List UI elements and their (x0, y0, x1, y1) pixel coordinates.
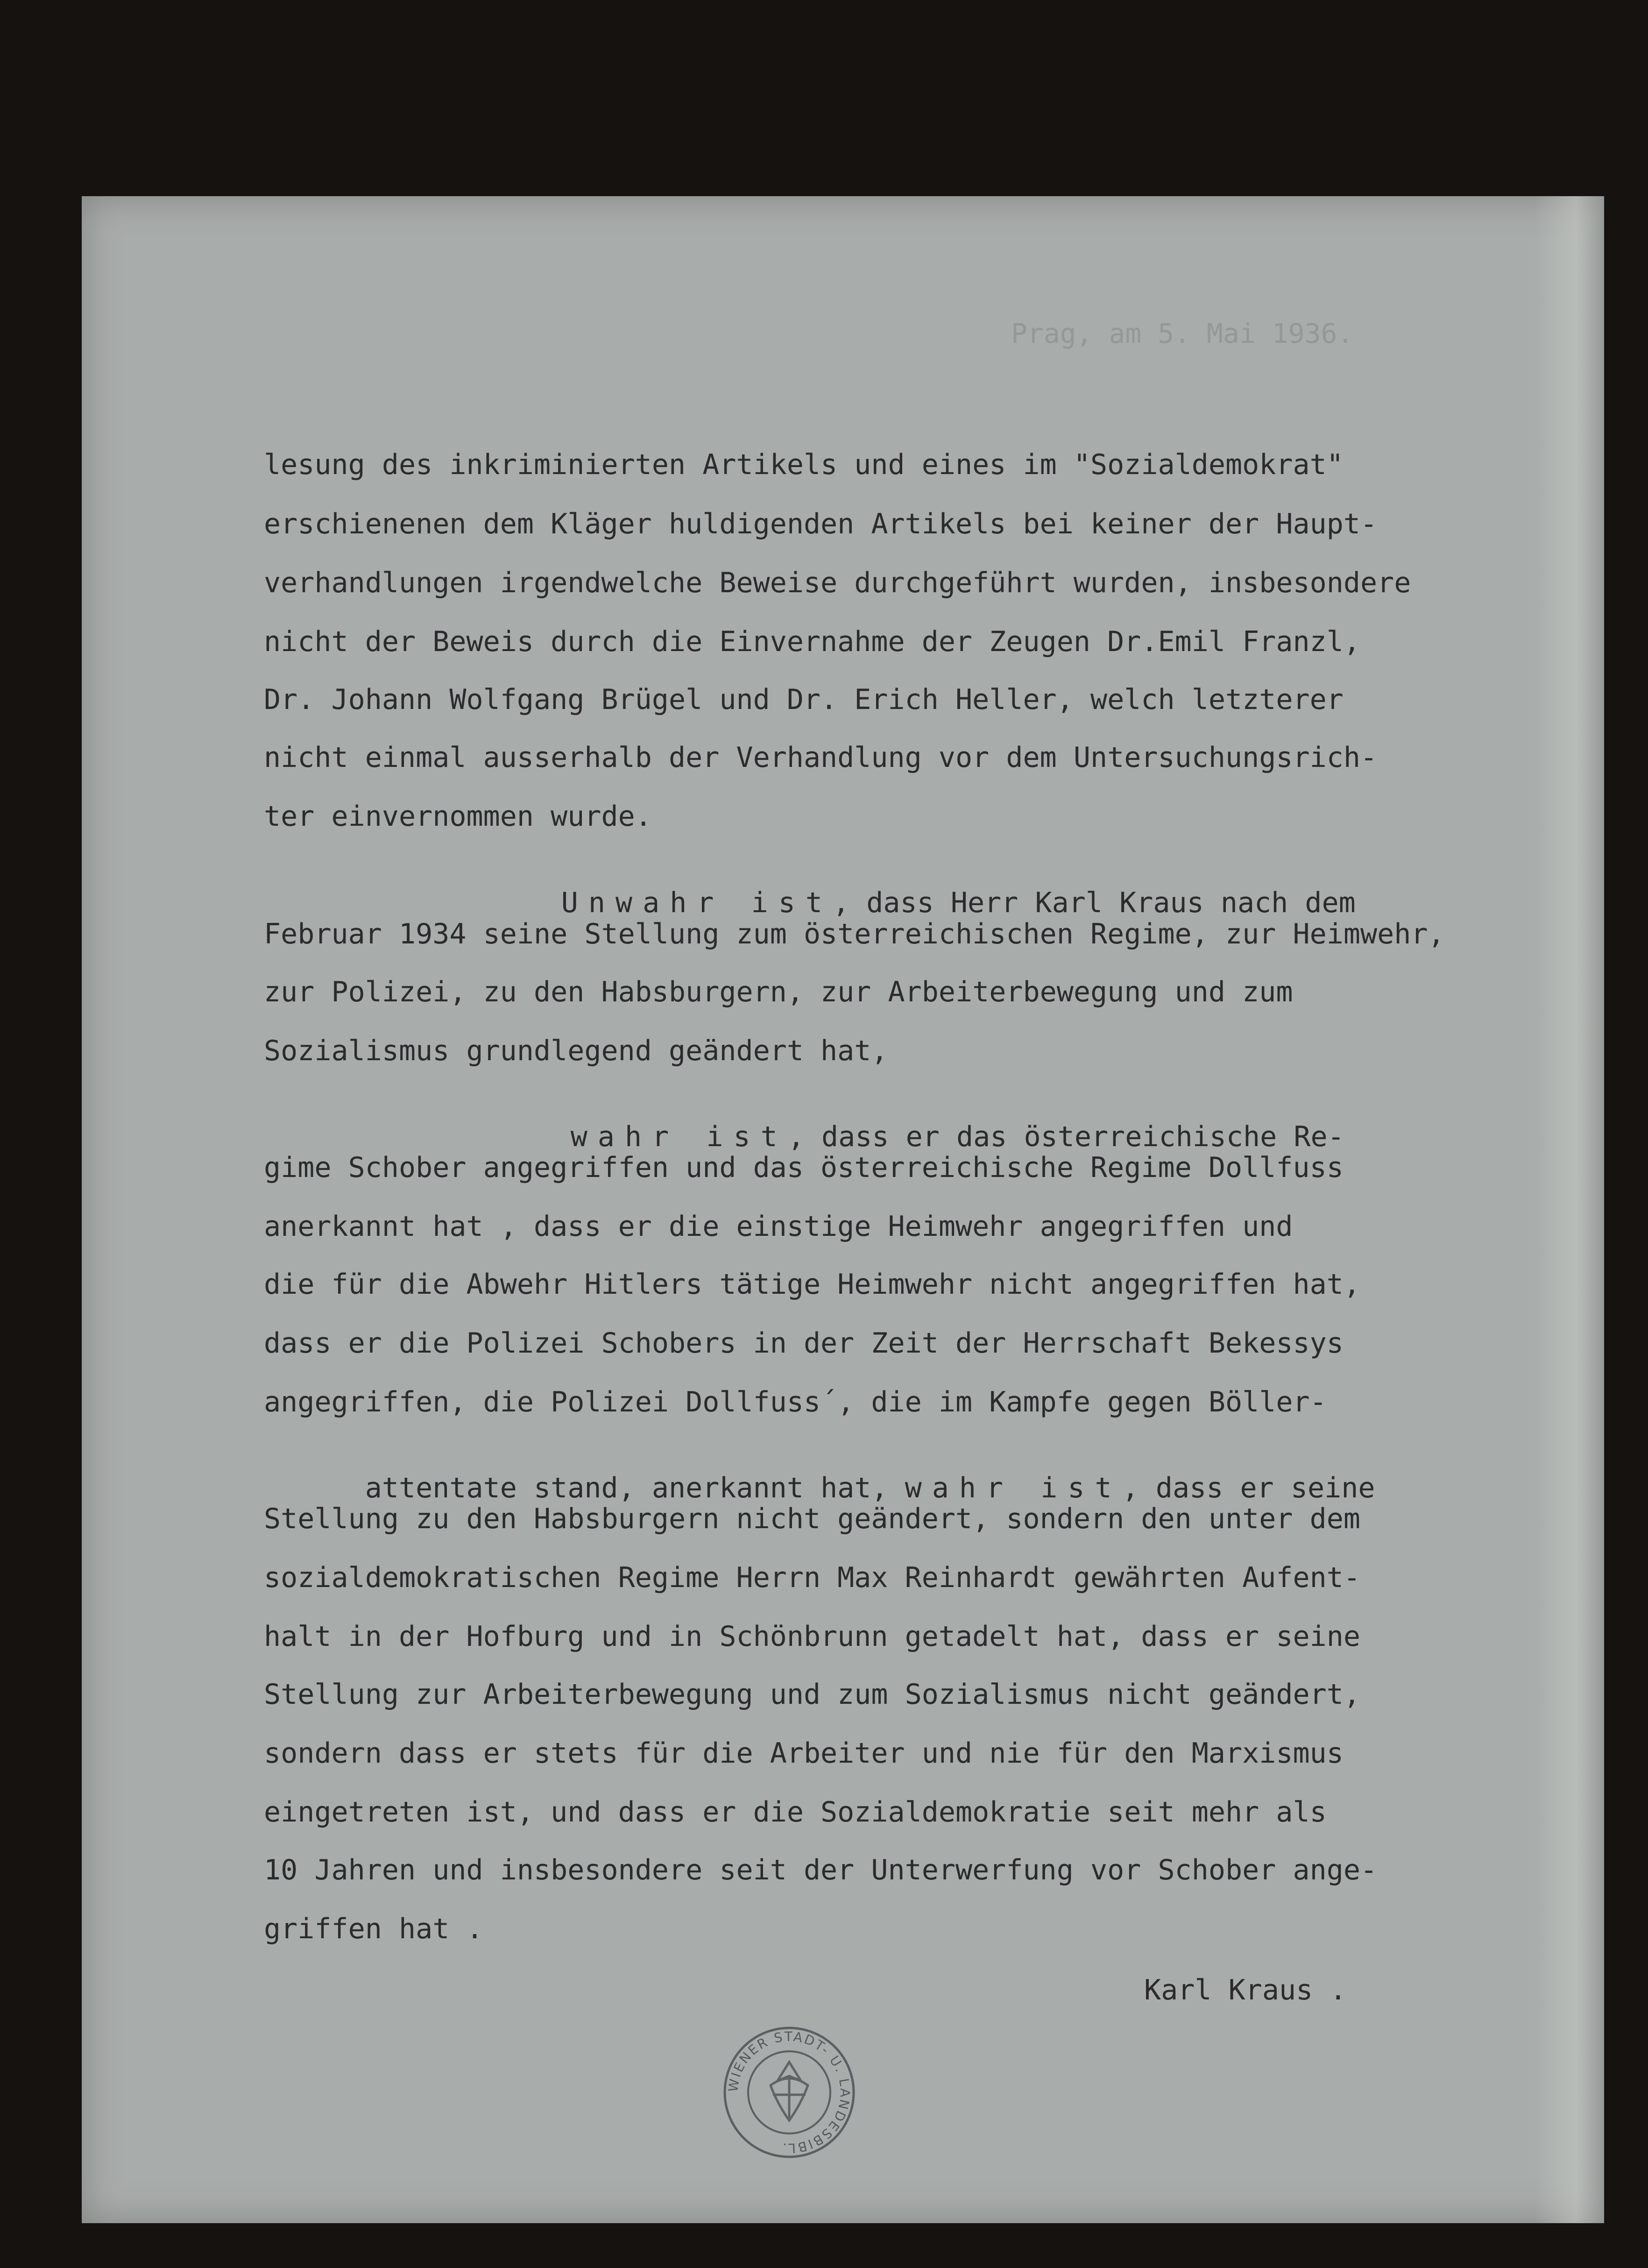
paragraph-3-line-15: griffen hat . (264, 1913, 483, 1945)
paragraph-3-line-10: halt in der Hofburg und in Schönbrunn getadelt hat, dass er seine (264, 1620, 1360, 1653)
attentate-line-end: , dass er seine (1122, 1472, 1375, 1504)
paragraph-3-line-12: sondern dass er stets für die Arbeiter und nie für den Marxismus (264, 1737, 1344, 1770)
paragraph-3-line-9: sozialdemokratischen Regime Herrn Max Reinhardt gewährten Aufent- (264, 1561, 1360, 1594)
bleed-through-date: Prag, am 5. Mai 1936. (1011, 318, 1354, 349)
typed-text (82, 196, 1604, 2223)
paragraph-3-line-1-rest: , dass er das österreichische Re- (787, 1120, 1344, 1153)
paragraph-3-line-6: angegriffen, die Polizei Dollfuss´, die im Kampfe gegen Böller- (264, 1386, 1327, 1418)
paragraph-3-line-8: Stellung zu den Habsburgern nicht geändert, sondern den unter dem (264, 1503, 1360, 1535)
stamp-text: WIENER STADT- U. LANDESBIBL. (725, 2028, 853, 2156)
paragraph-3-line-5: dass er die Polizei Schobers in der Zeit der Herrschaft Bekessys (264, 1327, 1344, 1360)
paragraph-3-line-3: anerkannt hat , dass er die einstige Heimwehr angegriffen und (264, 1210, 1293, 1243)
spaced-wahr-ist: wahr ist (570, 1120, 788, 1153)
paper-sheet (82, 196, 1604, 2223)
paragraph-2-line-1-rest: , dass Herr Karl Kraus nach dem (832, 886, 1356, 919)
attentate-line-start: attentate stand, anerkannt hat, (365, 1472, 905, 1504)
text-line-4: nicht der Beweis durch die Einvernahme der Zeugen Dr.Emil Franzl, (264, 625, 1360, 658)
text-line-5: Dr. Johann Wolfgang Brügel und Dr. Erich Heller, welch letzterer (264, 683, 1344, 716)
signature-karl-kraus: Karl Kraus . (1144, 1974, 1347, 2006)
text-line-3: verhandlungen irgendwelche Beweise durchgeführt wurden, insbesondere (264, 567, 1411, 599)
spaced-wahr-ist-2: wahr ist (905, 1472, 1122, 1504)
paragraph-3-line-2: gime Schober angegriffen und das österreichische Regime Dollfuss (264, 1151, 1344, 1184)
text-line-6: nicht einmal ausserhalb der Verhandlung vor dem Untersuchungsrich- (264, 741, 1378, 774)
library-stamp-icon (721, 2025, 857, 2160)
text-line-2: erschienenen dem Kläger huldigenden Artikels bei keiner der Haupt- (264, 508, 1378, 540)
spaced-unwahr-ist: Unwahr ist (561, 886, 833, 919)
paragraph-2-line-3: zur Polizei, zu den Habsburgern, zur Arbeiterbewegung und zum (264, 976, 1293, 1008)
text-line-7: ter einvernommen wurde. (264, 800, 652, 833)
paragraph-3-line-4: die für die Abwehr Hitlers tätige Heimwehr nicht angegriffen hat, (264, 1268, 1360, 1301)
paragraph-3-line-13: eingetreten ist, und dass er die Sozialdemokratie seit mehr als (264, 1796, 1327, 1829)
paragraph-3-line-11: Stellung zur Arbeiterbewegung und zum Sozialismus nicht geändert, (264, 1678, 1360, 1711)
paragraph-2-line-4: Sozialismus grundlegend geändert hat, (264, 1035, 888, 1067)
paragraph-3-line-14: 10 Jahren und insbesondere seit der Unterwerfung vor Schober ange- (264, 1854, 1378, 1886)
paragraph-2-line-2: Februar 1934 seine Stellung zum österreichischen Regime, zur Heimwehr, (264, 918, 1445, 950)
text-line-1: lesung des inkriminierten Artikels und eines im "Sozialdemokrat" (264, 448, 1344, 481)
